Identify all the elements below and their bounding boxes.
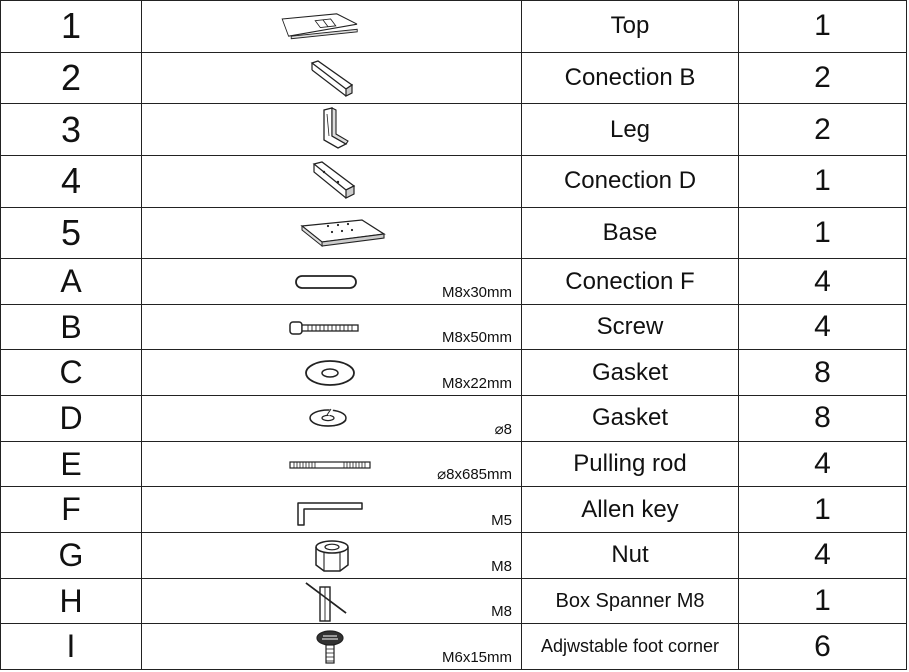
part-illustration-cell bbox=[142, 207, 522, 259]
table-row bbox=[1, 441, 907, 487]
part-quantity: 1 bbox=[739, 578, 907, 624]
part-id: 5 bbox=[1, 207, 142, 259]
part-quantity: 4 bbox=[739, 533, 907, 579]
part-spec: M8 bbox=[491, 557, 512, 575]
table-row bbox=[1, 487, 907, 533]
part-illustration-cell bbox=[142, 1, 522, 53]
table-row bbox=[1, 207, 907, 259]
part-quantity: 1 bbox=[739, 1, 907, 53]
table-row bbox=[1, 155, 907, 207]
part-illustration-cell bbox=[142, 396, 522, 442]
part-quantity: 8 bbox=[739, 396, 907, 442]
table-row bbox=[1, 1, 907, 53]
hex-nut-icon bbox=[302, 535, 392, 577]
part-quantity: 4 bbox=[739, 304, 907, 350]
part-name: Nut bbox=[522, 533, 739, 579]
part-id: 4 bbox=[1, 155, 142, 207]
table-row bbox=[1, 304, 907, 350]
part-id: B bbox=[1, 304, 142, 350]
part-id: G bbox=[1, 533, 142, 579]
connection-block-icon bbox=[302, 158, 392, 200]
part-id: 3 bbox=[1, 104, 142, 156]
table-row bbox=[1, 624, 907, 670]
part-id: E bbox=[1, 441, 142, 487]
part-spec: M8x50mm bbox=[441, 329, 512, 347]
part-id: H bbox=[1, 578, 142, 624]
part-illustration-cell bbox=[142, 52, 522, 104]
part-name: Top bbox=[522, 1, 739, 53]
part-name: Box Spanner M8 bbox=[522, 578, 739, 624]
spring-washer-icon bbox=[304, 398, 394, 440]
part-illustration-cell bbox=[142, 304, 522, 350]
part-quantity: 1 bbox=[739, 155, 907, 207]
part-illustration-cell bbox=[142, 533, 522, 579]
part-spec: ⌀8x685mm bbox=[437, 466, 512, 484]
part-name: Gasket bbox=[522, 350, 739, 396]
part-name: Conection F bbox=[522, 259, 739, 305]
flat-washer-icon bbox=[302, 352, 392, 394]
part-illustration-cell bbox=[142, 578, 522, 624]
part-quantity: 6 bbox=[739, 624, 907, 670]
part-illustration-cell bbox=[142, 487, 522, 533]
part-id: 2 bbox=[1, 52, 142, 104]
part-spec: M8x30mm bbox=[441, 283, 512, 301]
part-quantity: 8 bbox=[739, 350, 907, 396]
base-plate-icon bbox=[282, 210, 392, 252]
part-name: Gasket bbox=[522, 396, 739, 442]
part-name: Leg bbox=[522, 104, 739, 156]
part-spec: M8 bbox=[491, 603, 512, 621]
part-spec: M8x22mm bbox=[441, 375, 512, 393]
part-id: 1 bbox=[1, 1, 142, 53]
table-row bbox=[1, 533, 907, 579]
part-quantity: 1 bbox=[739, 487, 907, 533]
part-name: Pulling rod bbox=[522, 441, 739, 487]
part-illustration-cell bbox=[142, 155, 522, 207]
table-row bbox=[1, 350, 907, 396]
part-spec: M6x15mm bbox=[441, 649, 512, 666]
part-quantity: 2 bbox=[739, 104, 907, 156]
part-name: Conection D bbox=[522, 155, 739, 207]
part-name: Base bbox=[522, 207, 739, 259]
part-illustration-cell bbox=[142, 259, 522, 305]
connection-bar-icon bbox=[302, 55, 392, 97]
box-spanner-icon bbox=[302, 581, 392, 623]
part-name: Allen key bbox=[522, 487, 739, 533]
part-quantity: 4 bbox=[739, 441, 907, 487]
tabletop-panel-icon bbox=[257, 7, 382, 43]
part-name: Conection B bbox=[522, 52, 739, 104]
part-id: D bbox=[1, 396, 142, 442]
part-id: F bbox=[1, 487, 142, 533]
leg-bracket-icon bbox=[302, 106, 392, 148]
part-name: Screw bbox=[522, 304, 739, 350]
part-quantity: 4 bbox=[739, 259, 907, 305]
part-illustration-cell bbox=[142, 350, 522, 396]
part-quantity: 2 bbox=[739, 52, 907, 104]
allen-key-icon bbox=[288, 489, 378, 531]
threaded-rod-icon bbox=[286, 444, 376, 486]
part-quantity: 1 bbox=[739, 207, 907, 259]
table-row bbox=[1, 578, 907, 624]
table-row bbox=[1, 104, 907, 156]
part-illustration-cell bbox=[142, 441, 522, 487]
part-spec: M5 bbox=[491, 512, 512, 530]
part-spec: ⌀8 bbox=[494, 420, 512, 438]
part-id: I bbox=[1, 624, 142, 670]
table-row bbox=[1, 52, 907, 104]
table-row bbox=[1, 259, 907, 305]
table-row bbox=[1, 396, 907, 442]
dowel-icon bbox=[292, 261, 382, 303]
part-id: A bbox=[1, 259, 142, 305]
part-illustration-cell bbox=[142, 624, 522, 670]
screw-icon bbox=[288, 307, 378, 349]
part-illustration-cell bbox=[142, 104, 522, 156]
part-name: Adjwstable foot corner bbox=[522, 624, 739, 670]
adjustable-foot-icon bbox=[302, 626, 392, 668]
part-id: C bbox=[1, 350, 142, 396]
